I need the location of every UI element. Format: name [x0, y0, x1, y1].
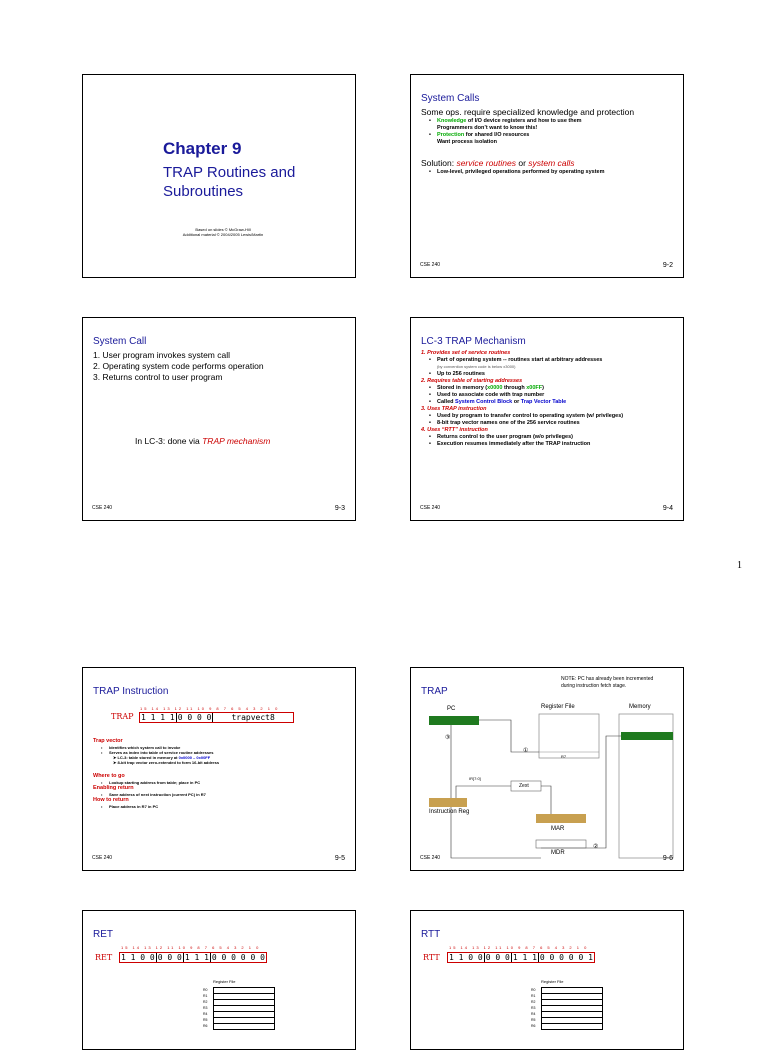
register-label: R5: [203, 1018, 208, 1022]
datapath-diagram: [411, 668, 684, 871]
r7-label: R7: [561, 754, 567, 759]
solution-text: [421, 158, 679, 169]
slide-title: RTT: [421, 929, 441, 940]
slide-trap-instruction: [82, 667, 356, 871]
bullet: [429, 357, 679, 371]
bullet: • Execution resumes immediately after the TRAP instruction: [429, 441, 679, 448]
heading: Trap vector: [93, 738, 123, 744]
footer-course: CSE 240: [92, 505, 113, 511]
register-label: R1: [203, 994, 208, 998]
chapter-title: Chapter 9: [163, 139, 242, 158]
slide-body: [421, 107, 679, 176]
instruction-register: [429, 798, 467, 807]
slide-title: LC-3 TRAP Mechanism: [421, 336, 526, 347]
slide-ret: [82, 910, 356, 1050]
text: x0000: [487, 385, 503, 391]
bullet: • Up to 256 routines: [429, 371, 679, 378]
slide-number: 9-3: [334, 505, 345, 512]
bullet: • Save address of next instruction (current PC) in R7: [101, 792, 351, 797]
bullet-text: for shared I/O resources: [464, 132, 530, 138]
text: Called: [437, 399, 456, 405]
text: Stored in memory (: [437, 385, 488, 391]
footer-course: CSE 240: [420, 855, 441, 861]
text: 8-bit trap vector zero-extended to form 16-bit address: [117, 760, 220, 765]
credit: [153, 227, 293, 237]
memory-entry: [621, 732, 673, 740]
slide-number: 9-2: [662, 262, 673, 269]
slide-title: System Calls: [421, 93, 480, 104]
heading: 3. Uses TRAP instruction: [421, 406, 487, 412]
zero-bits: 0 0 0: [485, 953, 510, 962]
bit-numbers: 15 14 13 12 11 10 9 8 7 6 5 4 3 2 1 0: [121, 945, 261, 950]
slide-title: TRAP: [421, 686, 448, 697]
register-label: R2: [203, 1000, 208, 1004]
register-label: R2: [531, 1000, 536, 1004]
bullet-highlight: Knowledge: [437, 118, 467, 124]
list-item: 3. Returns control to user program: [93, 372, 223, 382]
text: Solution:: [421, 158, 457, 168]
zero-bits: 0 0 0: [157, 953, 182, 962]
footer-course: CSE 240: [420, 505, 441, 511]
credit-line-2: Additional material © 2004/2005 Lewis/Martin: [182, 232, 264, 237]
page-number: 1: [737, 560, 742, 571]
text: In LC-3: done via: [135, 436, 203, 446]
step-1-icon: ①: [523, 748, 529, 754]
ir-bits-label: IR[7:0]: [469, 776, 481, 781]
text: service routines: [456, 158, 516, 168]
note-line-1: NOTE: PC has already been incremented: [561, 676, 654, 682]
register-file-label: Register File: [541, 979, 564, 984]
pc-label: PC: [447, 706, 456, 712]
text: through: [502, 385, 527, 391]
step-3-icon: ③: [445, 735, 451, 741]
opcode-bits: 1 1 0 0: [449, 953, 483, 962]
bit-numbers: 15 14 13 12 11 10 9 8 7 6 5 4 3 2 1 0: [449, 945, 589, 950]
slide-body: [93, 350, 264, 383]
bullet-highlight: Protection: [437, 132, 465, 138]
register-file: [531, 987, 603, 1029]
opcode-label: TRAP: [111, 712, 134, 721]
mar-label: MAR: [551, 826, 565, 832]
heading: 2. Requires table of starting addresses: [421, 378, 523, 384]
bullet: • Used to associate code with trap number: [429, 392, 679, 399]
heading: How to return: [93, 797, 129, 803]
slide-trap-datapath: [410, 667, 684, 871]
credit-line-1: Based on slides © McGraw-Hill: [195, 227, 251, 232]
bullet: [429, 132, 679, 146]
bullet-text: of I/O device registers and how to use them: [466, 118, 582, 124]
trailing-bits: 0 0 0 0 0 0: [211, 953, 265, 962]
list-item: 1. User program invokes system call: [93, 350, 230, 360]
slide-title: TRAP Instruction: [93, 686, 169, 697]
opcode-label: RTT: [423, 953, 440, 962]
opcode-bits: 1 1 0 0: [121, 953, 155, 962]
bullet: [429, 399, 679, 406]
base-reg-bits: 1 1 1: [512, 953, 537, 962]
register-file-label: Register File: [213, 979, 236, 984]
opcode-bits: 1 1 1 1: [141, 713, 175, 722]
footer-course: CSE 240: [92, 855, 113, 861]
sub-bullet: ➤ LC-3: table stored in memory at 0x0000 – 0x00FF: [113, 755, 211, 760]
text: or: [515, 158, 529, 168]
bullet-text: Want process isolation: [437, 139, 498, 145]
heading: Where to go: [93, 773, 125, 779]
zero-bits: 0 0 0 0: [177, 713, 212, 722]
bullet: • Lookup starting address from table; place in PC: [101, 780, 351, 785]
slide-lc3-trap-mechanism: [410, 317, 684, 521]
bullet: • 8-bit trap vector names one of the 256 service routines: [429, 420, 679, 427]
bullet: • Identifies which system call to invoke: [101, 745, 351, 750]
slide-number: 9-5: [334, 855, 345, 862]
instruction-format: [447, 952, 595, 963]
subtitle-line-2: Subroutines: [163, 183, 244, 200]
slide-rtt: [410, 910, 684, 1050]
register-label: R3: [531, 1006, 536, 1010]
bit-numbers: 15 14 13 12 11 10 9 8 7 6 5 4 3 2 1 0: [140, 706, 280, 711]
slide-title: RET: [93, 929, 113, 940]
bullet-text: Programmers don’t want to know this!: [437, 125, 538, 131]
text: x00FF: [526, 385, 543, 391]
text: Trap Vector Table: [520, 399, 567, 405]
slide-system-call: [82, 317, 356, 521]
text: 0x0000 – 0x00FF: [178, 755, 211, 760]
pc-register: [429, 716, 479, 725]
heading: 1. Provides set of service routines: [421, 350, 511, 356]
slide-number: 9-6: [662, 855, 673, 862]
text: (by convention system code is below x3000): [437, 364, 516, 369]
opcode-label: RET: [95, 953, 113, 962]
slide-body: [93, 738, 351, 809]
bullet: • Low-level, privileged operations performed by operating system: [429, 169, 679, 176]
mdr-label: MDR: [551, 850, 565, 856]
register-label: R3: [203, 1006, 208, 1010]
slide-body: [421, 350, 679, 448]
slide-number: 9-4: [662, 505, 673, 512]
instruction-format: [119, 952, 267, 963]
text: LC-3: table stored in memory at: [117, 755, 179, 760]
note-line-2: during instruction fetch stage.: [561, 683, 627, 689]
memory-label: Memory: [629, 704, 651, 710]
register-label: R4: [531, 1012, 536, 1016]
text: system calls: [528, 158, 575, 168]
instruction-format: [139, 712, 294, 723]
bullet: [429, 118, 679, 132]
lead-text: Some ops. require specialized knowledge and protection: [421, 107, 635, 117]
slide-system-calls: [410, 74, 684, 278]
list-item: 2. Operating system code performs operation: [93, 361, 264, 371]
sub-bullet: ➤ 8-bit trap vector zero-extended to form 16-bit address: [113, 760, 220, 765]
mdr-register: [536, 840, 586, 848]
footer-course: CSE 240: [420, 262, 441, 268]
register-label: R5: [531, 1018, 536, 1022]
mar-register: [536, 814, 586, 823]
register-label: R0: [531, 988, 536, 992]
subtitle-line-1: TRAP Routines and: [163, 164, 296, 181]
slide-title: System Call: [93, 336, 147, 347]
bullet: • Used by program to transfer control to operating system (w/ privileges): [429, 413, 679, 420]
bullet: • Serves as index into table of service routine addresses: [101, 750, 351, 755]
register-label: R1: [531, 994, 536, 998]
register-file: [539, 714, 599, 758]
note: [135, 436, 270, 447]
register-label: R0: [203, 988, 208, 992]
register-label: R6: [203, 1024, 208, 1028]
heading: Enabling return: [93, 785, 134, 791]
step-2-icon: ②: [593, 844, 599, 850]
text: or: [512, 399, 521, 405]
trapvect-field: trapvect8: [231, 713, 275, 722]
register-file-label: Register File: [541, 704, 575, 710]
text: ): [542, 385, 544, 391]
bullet: [429, 385, 679, 392]
zext-label: Zext: [519, 783, 529, 789]
trailing-bits: 0 0 0 0 0 1: [539, 953, 593, 962]
text: System Control Block: [455, 399, 513, 405]
chapter-subtitle: [163, 163, 295, 201]
base-reg-bits: 1 1 1: [184, 953, 209, 962]
register-label: R6: [531, 1024, 536, 1028]
text: Part of operating system -- routines start at arbitrary addresses: [437, 357, 603, 363]
slide-chapter-title: [82, 74, 356, 278]
register-file: [203, 987, 275, 1029]
bullet: • Returns control to the user program (w/o privileges): [429, 434, 679, 441]
instruction-reg-label: Instruction Reg: [429, 809, 470, 815]
text: TRAP mechanism: [202, 436, 271, 446]
heading: 4. Uses “RTT” instruction: [421, 427, 488, 433]
bullet: • Place address in R7 in PC: [101, 804, 351, 809]
register-label: R4: [203, 1012, 208, 1016]
